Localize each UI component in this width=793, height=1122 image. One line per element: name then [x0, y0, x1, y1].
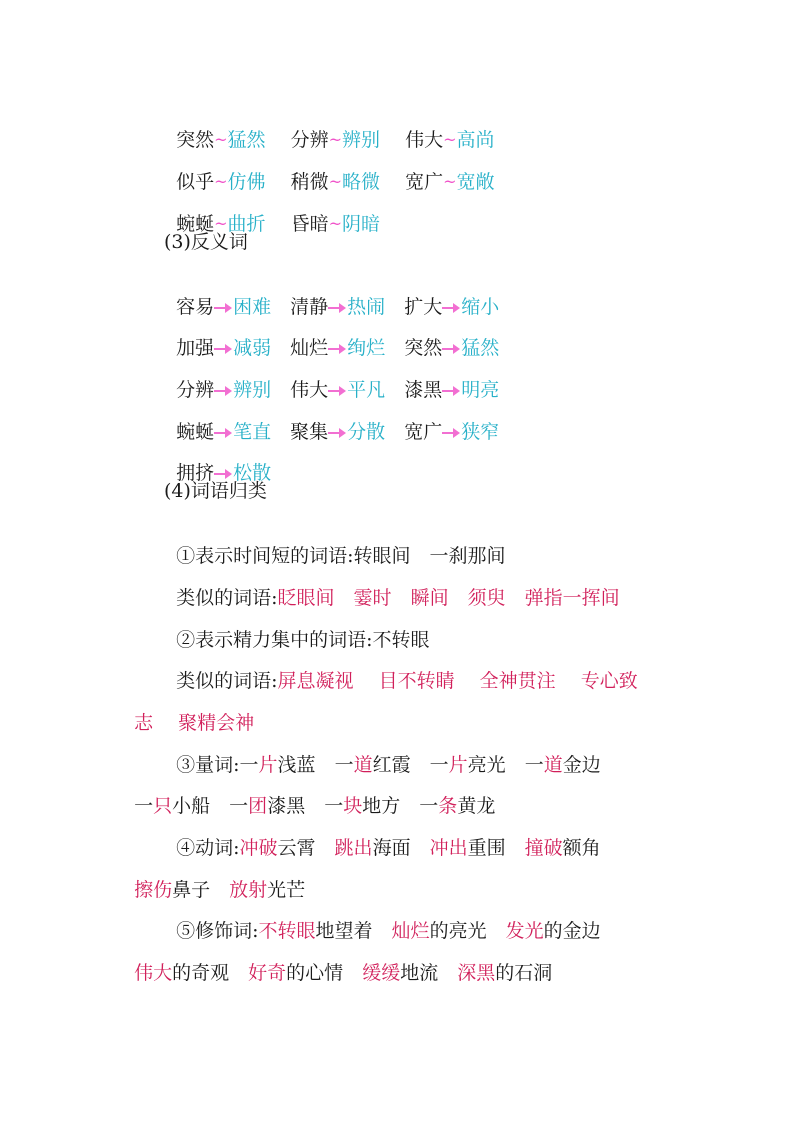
answer-word: 仿佛: [227, 171, 266, 193]
word: 伟大: [290, 379, 329, 401]
answer-word: 狭窄: [461, 421, 500, 443]
head-word: 的奇观: [172, 962, 230, 984]
answer-word: 平凡: [347, 379, 386, 401]
tilde-mark: ~: [214, 130, 228, 149]
word: 灿烂: [290, 337, 329, 359]
answer-word: 深黑: [457, 962, 496, 984]
item-verbs: [0, 812, 793, 860]
section-heading: (3)反义词: [164, 231, 248, 253]
word: 分辨: [176, 379, 215, 401]
item-label: ⑤修饰词:: [176, 920, 259, 942]
tilde-mark: ~: [328, 130, 342, 149]
answer-word: 条: [438, 795, 458, 817]
answer-word: 缩小: [461, 296, 500, 318]
answer-word: 专心致: [580, 670, 638, 692]
tilde-mark: ~: [328, 214, 342, 233]
answer-word: 撞破: [524, 837, 563, 859]
answer-word: 道: [353, 754, 373, 776]
answer-word: 曲折: [227, 213, 266, 235]
synonym-row-3: [0, 188, 793, 236]
answer-word: 放射: [229, 879, 268, 901]
answer-word: 不转眼: [258, 920, 316, 942]
word: 突然: [404, 337, 443, 359]
word: 宽广: [405, 171, 444, 193]
answer-word: 全神贯注: [479, 670, 556, 692]
answer-word: 猛然: [227, 129, 266, 151]
noun: 小船: [172, 795, 211, 817]
object: 海面: [372, 837, 411, 859]
answer-word: 冲出: [429, 837, 468, 859]
item-label: ④动词:: [176, 837, 240, 859]
word: 似乎: [176, 171, 215, 193]
answer-word: 伟大: [134, 962, 173, 984]
answer-word: 片: [448, 754, 468, 776]
word: 稍微: [290, 171, 329, 193]
head-word: 的亮光: [429, 920, 487, 942]
answer-word: 明亮: [461, 379, 500, 401]
numeral: 一: [239, 754, 259, 776]
answer-word: 屏息凝视: [277, 670, 354, 692]
tilde-mark: ~: [214, 172, 228, 191]
word: 加强: [176, 337, 215, 359]
answer-word: 跳出: [334, 837, 373, 859]
answer-word: 阴暗: [342, 213, 381, 235]
answer-word: 擦伤: [134, 879, 173, 901]
word: 分辨: [290, 129, 329, 151]
word: 清静: [290, 296, 329, 318]
object: 重围: [467, 837, 506, 859]
item-text: 不转眼: [372, 629, 430, 651]
object: 额角: [562, 837, 601, 859]
answer-word: 块: [343, 795, 363, 817]
antonym-row-5: [0, 437, 793, 485]
head-word: 的金边: [543, 920, 601, 942]
answer-word: 发光: [505, 920, 544, 942]
answer-word: 猛然: [461, 337, 500, 359]
head-word: 地流: [400, 962, 439, 984]
item-modifiers-cont: [0, 937, 793, 985]
numeral: 一: [429, 754, 449, 776]
word: 容易: [176, 296, 215, 318]
word: 蜿蜒: [176, 421, 215, 443]
item-focus-similar: [0, 645, 793, 693]
answer-word: 只: [153, 795, 173, 817]
head-word: 的心情: [286, 962, 344, 984]
noun: 亮光: [467, 754, 506, 776]
item-modifiers: [0, 895, 793, 943]
noun: 红霞: [372, 754, 411, 776]
object: 云霄: [277, 837, 316, 859]
answer-word: 道: [543, 754, 563, 776]
word: 宽广: [404, 421, 443, 443]
numeral: 一: [134, 795, 154, 817]
item-label: ②表示精力集中的词语:: [176, 629, 373, 651]
answer-word: 辨别: [342, 129, 381, 151]
noun: 漆黑: [267, 795, 306, 817]
item-text: 转眼间 一刹那间: [353, 545, 506, 567]
answer-word: 霎时: [353, 587, 392, 609]
answer-word: 热闹: [347, 296, 386, 318]
antonym-row-2: [0, 312, 793, 360]
item-time-short-similar: [0, 562, 793, 610]
answer-word: 宽敞: [456, 171, 495, 193]
section-heading: (4)词语归类: [164, 480, 267, 502]
item-time-short: [0, 520, 793, 568]
tilde-mark: ~: [443, 172, 457, 191]
word: 漆黑: [404, 379, 443, 401]
antonym-row-3: [0, 354, 793, 402]
similar-label: 类似的词语:: [176, 670, 278, 692]
answer-word: 弹指一挥间: [524, 587, 620, 609]
answer-word: 须臾: [467, 587, 506, 609]
answer-word: 略微: [342, 171, 381, 193]
answer-word: 松散: [233, 462, 272, 484]
numeral: 一: [334, 754, 354, 776]
word: 昏暗: [290, 213, 329, 235]
object: 鼻子: [172, 879, 211, 901]
answer-word: 瞬间: [410, 587, 449, 609]
noun: 黄龙: [457, 795, 496, 817]
answer-word: 绚烂: [347, 337, 386, 359]
similar-label: 类似的词语:: [176, 587, 278, 609]
answer-word: 冲破: [239, 837, 278, 859]
answer-word: 高尚: [456, 129, 495, 151]
answer-word: 团: [248, 795, 268, 817]
word: 扩大: [404, 296, 443, 318]
answer-word: 志: [134, 712, 154, 734]
answer-word: 辨别: [233, 379, 272, 401]
numeral: 一: [419, 795, 439, 817]
answer-word: 困难: [233, 296, 272, 318]
answer-word: 减弱: [233, 337, 272, 359]
item-label: ①表示时间短的词语:: [176, 545, 354, 567]
numeral: 一: [324, 795, 344, 817]
noun: 地方: [362, 795, 401, 817]
head-word: 的石洞: [495, 962, 553, 984]
object: 光芒: [267, 879, 306, 901]
tilde-mark: ~: [443, 130, 457, 149]
item-label: ③量词:: [176, 754, 240, 776]
synonym-row-2: [0, 146, 793, 194]
answer-word: 好奇: [248, 962, 287, 984]
answer-word: 目不转睛: [378, 670, 455, 692]
item-measure-words-cont: [0, 770, 793, 818]
answer-word: 灿烂: [391, 920, 430, 942]
synonym-row-1: [0, 104, 793, 152]
numeral: 一: [229, 795, 249, 817]
word: 突然: [176, 129, 215, 151]
noun: 金边: [562, 754, 601, 776]
answer-word: 笔直: [233, 421, 272, 443]
word: 拥挤: [176, 462, 215, 484]
tilde-mark: ~: [328, 172, 342, 191]
answer-word: 缓缓: [362, 962, 401, 984]
answer-word: 分散: [347, 421, 386, 443]
answer-word: 片: [258, 754, 278, 776]
numeral: 一: [524, 754, 544, 776]
head-word: 地望着: [315, 920, 373, 942]
tilde-mark: ~: [214, 214, 228, 233]
word: 伟大: [405, 129, 444, 151]
word: 聚集: [290, 421, 329, 443]
noun: 浅蓝: [277, 754, 316, 776]
answer-word: 聚精会神: [178, 712, 255, 734]
item-focus-similar-cont: [0, 687, 793, 735]
word: 蜿蜒: [176, 213, 215, 235]
answer-word: 眨眼间: [277, 587, 335, 609]
